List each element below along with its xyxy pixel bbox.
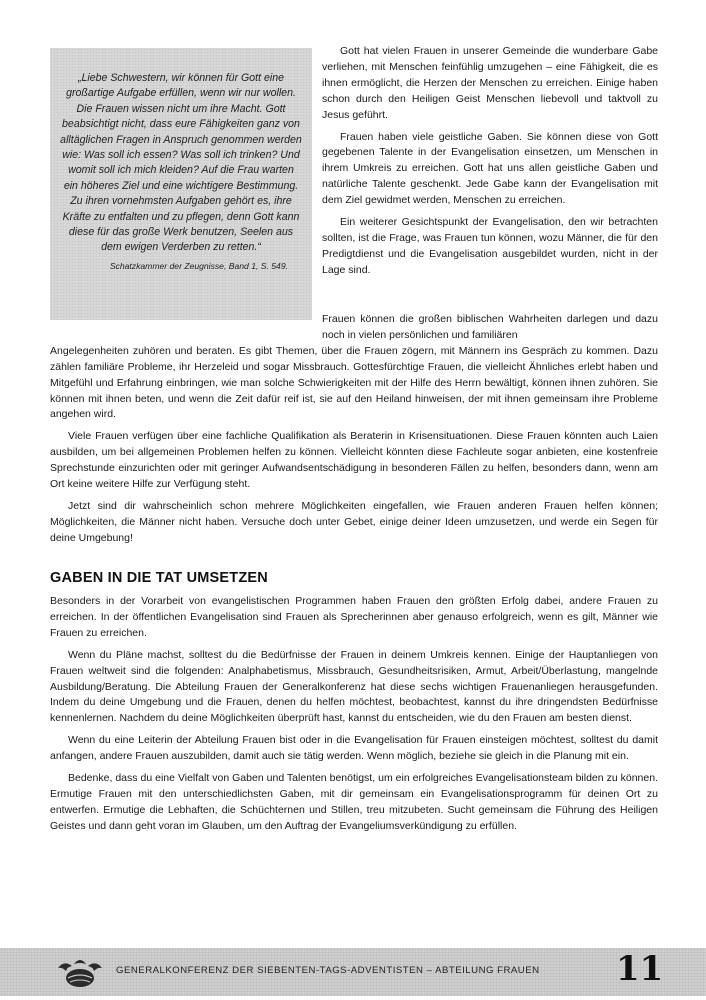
paragraph: Gott hat vielen Frauen in unserer Gemeinde die wunderbare Gabe verliehen, mit Menschen feinfühlig umzugehen – eine Fähigkeit, die es ihnen ermöglicht, die Herzen der Menschen zu erreichen. Einige haben schon durch den Heiligen Geist Menschen liebevoll und taktvoll zu Jesus geführt. bbox=[322, 45, 658, 121]
paragraph: Bedenke, dass du eine Vielfalt von Gaben und Talenten benötigst, um ein erfolgreiches Evangelisationsteam bilden zu können. Ermutige Frauen mit den unterschiedlichsten Gaben, mit dir gemeinsam ein Evangelisationsprogramm für deinen Ort zu entwerfen. Ermutige die Lebhaften, die Schüchternen und Stillen, treu mitzubeten. Sucht gemeinsam die Führung des Heiligen Geistes und dann geht voran im Glauben, um den Auftrag der Evangeliumsverkündigung zu erfüllen. bbox=[50, 772, 658, 832]
paragraph: Jetzt sind dir wahrscheinlich schon mehrere Möglichkeiten eingefallen, wie Frauen anderen Frauen helfen können; Möglichkeiten, die Männer nicht haben. Versuche doch unter Gebet, einige deiner Ideen umzusetzen, und werde ein Segen für deine Umgebung! bbox=[50, 499, 658, 544]
section-body bbox=[50, 594, 658, 841]
globe-doves-logo-icon bbox=[54, 954, 106, 988]
section-heading: GABEN IN DIE TAT UMSETZEN bbox=[50, 570, 268, 586]
page-footer bbox=[0, 948, 706, 996]
wrap-paragraph-lead: Frauen können die großen biblischen Wahrheiten darlegen und dazu noch in vielen persönlichen und familiären bbox=[322, 313, 658, 341]
wrap-paragraph-rest: Angelegenheiten zuhören und beraten. Es gibt Themen, über die Frauen zögern, mit Männern ins Gespräch zu kommen. Dazu zählen familiäre Probleme, ihr Herzeleid und sogar Missbrauch. Gottesfürchtige Frauen, die vielleicht Ähnliches erlebt haben und Mitgefühl und Erfahrung einbringen, wie man solche Schwierigkeiten mit der Hilfe des Herrn bewältigt, können ihnen zuhören. Sie können mit ihnen beten, und wenn die Zeit dafür reif ist, sie auf den Heiland hinweisen, der mit ihnen gemeinsam ihre Probleme angehen wird. bbox=[50, 344, 658, 421]
quote-source: Schatzkammer der Zeugnisse, Band 1, S. 549. bbox=[109, 260, 288, 271]
right-column-text bbox=[322, 44, 658, 285]
paragraph: Besonders in der Vorarbeit von evangelistischen Programmen haben Frauen den größten Erfolg dabei, andere Frauen zu erreichen. In der öffentlichen Evangelisation sind Frauen als Sprecherinnen aber genauso erfolgreich, wenn es gilt, Männer wie Frauen zu erreichen. bbox=[50, 595, 658, 639]
paragraph: Frauen haben viele geistliche Gaben. Sie können diese von Gott gegebenen Talente in der Evangelisation einsetzen, um Menschen in ihrem Umkreis zu erreichen. Gott hat uns allen geistliche Gaben und natürliche Talente geschenkt. Jede Gabe kann der Evangelisation mit dem Ziel gewidmet werden, Menschen zu erreichen. bbox=[322, 130, 658, 207]
paragraph: Ein weiterer Gesichtspunkt der Evangelisation, den wir betrachten sollten, ist die Frage, was Frauen tun können, wozu Männer, die für den Predigtdienst und die Evangelisation ausgebildet wurden, nicht in der Lage sind. bbox=[322, 216, 658, 276]
quote-text: „Liebe Schwestern, wir können für Gott eine großartige Aufgabe erfüllen, wenn wir nur wollen. Die Frauen wissen nicht um ihre Macht. Gott beabsichtigt nicht, dass eure Fähigkeiten ganz von alltäglichen Fragen in Anspruch genommen werden wie: Was soll ich essen? Was soll ich trinken? Und womit soll ich mich kleiden? Auf die Frau warten ein höheres Ziel und eine wichtigere Bestimmung. Zu ihren vornehmsten Aufgaben gehört es, ihre Kräfte zu entfalten und zu pflegen, denn Gott kann diese für das große Werk benutzen, Seelen aus dem ewigen Verderben zu retten.“ bbox=[60, 72, 302, 254]
paragraph: Wenn du Pläne machst, solltest du die Bedürfnisse der Frauen in deinem Umkreis kennen. Einige der Hauptanliegen von Frauen weltweit sind die folgenden: Analphabetismus, Missbrauch, Gesundheitsrisiken, Armut, Arbeit/Überlastung, mangelnde Ausbildung/Beratung. Die Abteilung Frauen der Generalkonferenz hat diese sechs wichtigen Frauenanliegen herausgefunden. Indem du deine Umgebung und die Frauen, denen du helfen möchtest, beobachtest, kannst du ihre dringendsten Bedürfnisse kennenlernen. Nachdem du deine Möglichkeiten überprüft hast, kannst du entscheiden, wie du den Frauen am besten dienst. bbox=[50, 648, 658, 725]
quote-box bbox=[50, 48, 312, 320]
wrap-paragraph bbox=[50, 312, 658, 344]
paragraph: Wenn du eine Leiterin der Abteilung Frauen bist oder in die Evangelisation für Frauen einsteigen möchtest, solltest du damit anfangen, andere Frauen auszubilden, damit auch sie tätig werden. Wenn möglich, beziehe sie gleich in die Planung mit ein. bbox=[50, 734, 658, 763]
body-text bbox=[50, 312, 658, 553]
page-number: 11 bbox=[616, 949, 664, 989]
paragraph: Viele Frauen verfügen über eine fachliche Qualifikation als Beraterin in Krisensituationen. Diese Frauen könnten auch Laien ausbilden, um bei allgemeinen Problemen helfen zu können. Vielleicht könnten diese Fachleute sogar anbieten, eine kostenfreie Sprechstunde einzurichten oder mit geringer Aufwandsentschädigung in besonderen Fällen zu helfen, besonders dann, wenn am Ort keine weitere Hilfe zur Verfügung steht. bbox=[50, 430, 658, 491]
footer-title: GENERALKONFERENZ DER SIEBENTEN-TAGS-ADVENTISTEN – ABTEILUNG FRAUEN bbox=[116, 965, 540, 976]
